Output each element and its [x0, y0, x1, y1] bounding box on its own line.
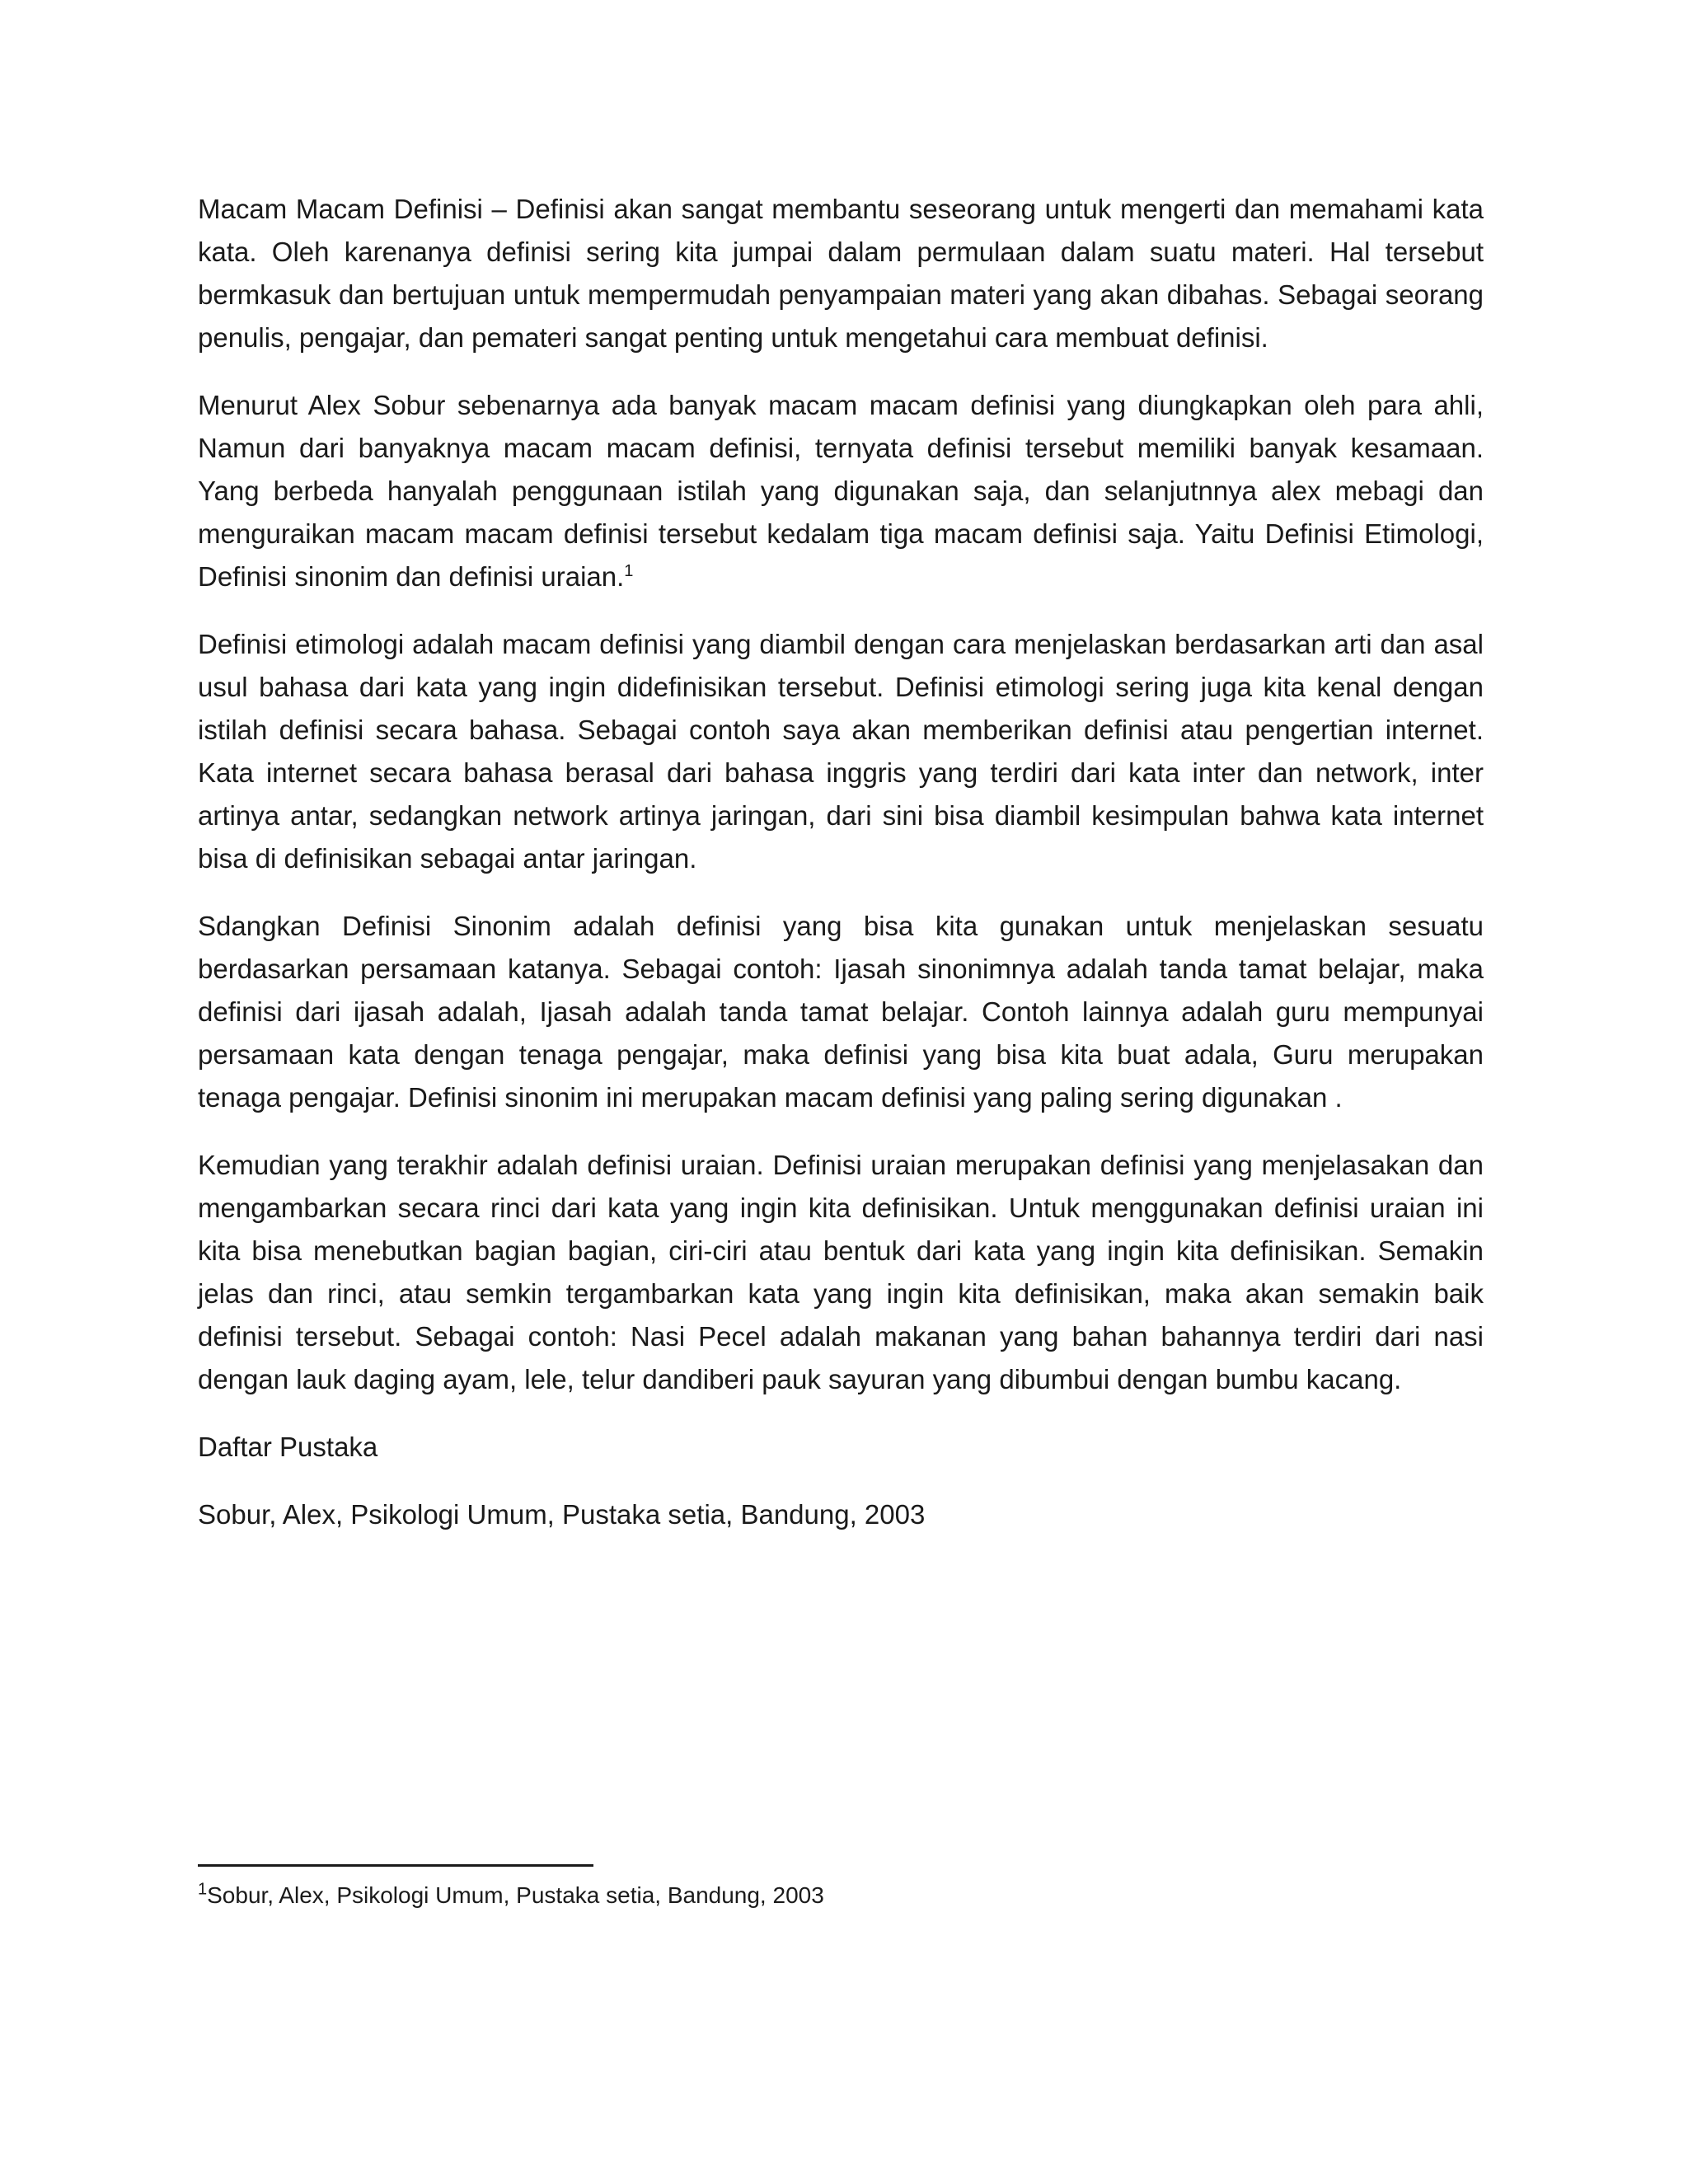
- bibliography-entry: Sobur, Alex, Psikologi Umum, Pustaka setia, Bandung, 2003: [198, 1499, 926, 1530]
- paragraph-sinonim: Sdangkan Definisi Sinonim adalah definisi yang bisa kita gunakan untuk menjelaskan sesuatu berdasarkan persamaan katanya. Sebagai contoh: Ijasah sinonimnya adalah tanda tamat belajar, maka definisi dari ijasah adalah, Ijasah adalah tanda tamat belajar. Contoh lainnya adalah guru mempunyai persamaan kata dengan tenaga pengajar, maka definisi yang bisa kita buat adala, Guru merupakan tenaga pengajar. Definisi sinonim ini merupakan macam definisi yang paling sering digunakan .: [198, 911, 1484, 1113]
- footnote-separator: [198, 1864, 593, 1867]
- bibliography-heading: Daftar Pustaka: [198, 1432, 378, 1462]
- footnote-number: 1: [198, 1880, 208, 1899]
- paragraph-uraian: Kemudian yang terakhir adalah definisi uraian. Definisi uraian merupakan definisi yang menjelasakan dan mengambarkan secara rinci dari kata yang ingin kita definisikan. Untuk menggunakan definisi uraian ini kita bisa menebutkan bagian bagian, ciri-ciri atau bentuk dari kata yang ingin kita definisikan. Semakin jelas dan rinci, atau semkin tergambarkan kata yang ingin kita definisikan, maka akan semakin baik definisi tersebut. Sebagai contoh: Nasi Pecel adalah makanan yang bahan bahannya terdiri dari nasi dengan lauk daging ayam, lele, telur dandiberi pauk sayuran yang dibumbui dengan bumbu kacang.: [198, 1150, 1484, 1394]
- footnote-reference[interactable]: 1: [624, 562, 634, 580]
- paragraph-alex-sobur: [198, 384, 1484, 598]
- document-body: [198, 188, 1484, 1561]
- paragraph-intro: Macam Macam Definisi – Definisi akan sangat membantu seseorang untuk mengerti dan memahami kata kata. Oleh karenanya definisi sering kita jumpai dalam permulaan dalam suatu materi. Hal tersebut bermkasuk dan bertujuan untuk mempermudah penyampaian materi yang akan dibahas. Sebagai seorang penulis, pengajar, dan pemateri sangat penting untuk mengetahui cara membuat definisi.: [198, 194, 1484, 353]
- footnote-text: Sobur, Alex, Psikologi Umum, Pustaka setia, Bandung, 2003: [207, 1882, 824, 1908]
- paragraph-etimologi: Definisi etimologi adalah macam definisi yang diambil dengan cara menjelaskan berdasarkan arti dan asal usul bahasa dari kata yang ingin didefinisikan tersebut. Definisi etimologi sering juga kita kenal dengan istilah definisi secara bahasa. Sebagai contoh saya akan memberikan definisi atau pengertian internet. Kata internet secara bahasa berasal dari bahasa inggris yang terdiri dari kata inter dan network, inter artinya antar, sedangkan network artinya jaringan, dari sini bisa diambil kesimpulan bahwa kata internet bisa di definisikan sebagai antar jaringan.: [198, 629, 1484, 874]
- paragraph-alex-sobur-text: Menurut Alex Sobur sebenarnya ada banyak macam macam definisi yang diungkapkan oleh para ahli, Namun dari banyaknya macam macam definisi, ternyata definisi tersebut memiliki banyak kesamaan. Yang berbeda hanyalah penggunaan istilah yang digunakan saja, dan selanjutnnya alex mebagi dan menguraikan macam macam definisi tersebut kedalam tiga macam definisi saja. Yaitu Definisi Etimologi, Definisi sinonim dan definisi uraian.: [198, 390, 1484, 592]
- footnote: [198, 1879, 1484, 1912]
